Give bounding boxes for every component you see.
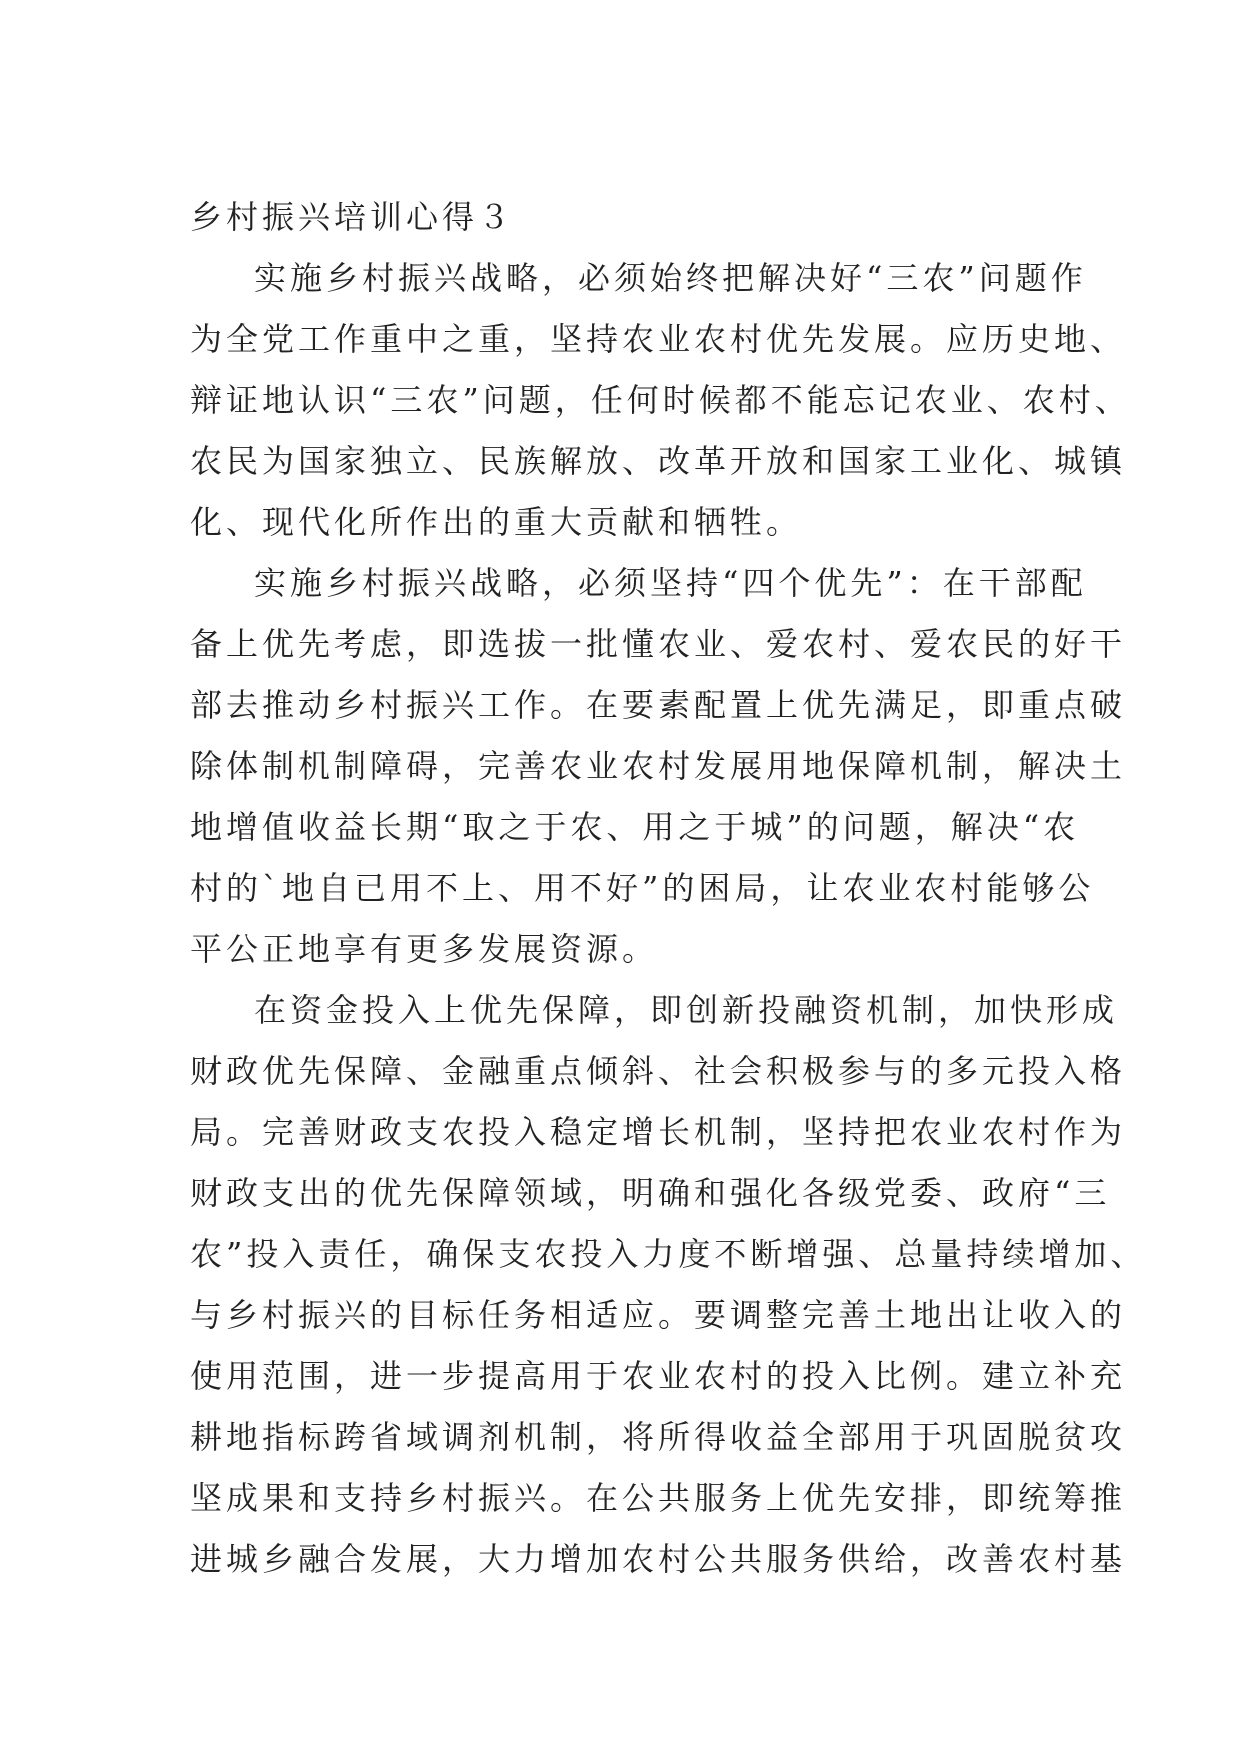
paragraph-line: 平公正地享有更多发展资源。 — [190, 930, 659, 968]
paragraph-line: 耕地指标跨省域调剂机制，将所得收益全部用于巩固脱贫攻 — [190, 1418, 1127, 1456]
paragraph-3 — [190, 980, 1147, 1590]
paragraph-line: 与乡村振兴的目标任务相适应。要调整完善土地出让收入的 — [190, 1296, 1127, 1334]
paragraph-line: 进城乡融合发展，大力增加农村公共服务供给，改善农村基 — [190, 1540, 1127, 1578]
paragraph-line: 村的`地自已用不上、用不好”的困局，让农业农村能够公 — [190, 869, 1095, 907]
paragraph-line: 农民为国家独立、民族解放、改革开放和国家工业化、城镇 — [190, 442, 1127, 480]
paragraph-line: 除体制机制障碍，完善农业农村发展用地保障机制，解决土 — [190, 747, 1127, 785]
paragraph-line: 实施乡村振兴战略，必须坚持“四个优先”：在干部配 — [254, 564, 1087, 602]
paragraph-line: 为全党工作重中之重，坚持农业农村优先发展。应历史地、 — [190, 320, 1127, 358]
paragraph-line: 财政支出的优先保障领域，明确和强化各级党委、政府“三 — [190, 1174, 1111, 1212]
paragraph-line: 财政优先保障、金融重点倾斜、社会积极参与的多元投入格 — [190, 1052, 1127, 1090]
paragraph-line: 使用范围，进一步提高用于农业农村的投入比例。建立补充 — [190, 1357, 1127, 1395]
document-title: 乡村振兴培训心得３ — [190, 198, 515, 236]
paragraph-line: 农”投入责任，确保支农投入力度不断增强、总量持续增加、 — [190, 1235, 1147, 1273]
paragraph-line: 坚成果和支持乡村振兴。在公共服务上优先安排，即统筹推 — [190, 1479, 1127, 1517]
paragraph-line: 局。完善财政支农投入稳定增长机制，坚持把农业农村作为 — [190, 1113, 1127, 1151]
paragraph-1 — [190, 248, 1131, 553]
paragraph-line: 备上优先考虑，即选拔一批懂农业、爱农村、爱农民的好干 — [190, 625, 1127, 663]
paragraph-2 — [190, 553, 1127, 980]
paragraph-line: 地增值收益长期“取之于农、用之于城”的问题，解决“农 — [190, 808, 1080, 846]
paragraph-line: 辩证地认识“三农”问题，任何时候都不能忘记农业、农村、 — [190, 381, 1131, 419]
paragraph-line: 化、现代化所作出的重大贡献和牺牲。 — [190, 503, 803, 541]
paragraph-line: 在资金投入上优先保障，即创新投融资机制，加快形成 — [254, 991, 1119, 1029]
paragraph-line: 部去推动乡村振兴工作。在要素配置上优先满足，即重点破 — [190, 686, 1127, 724]
document-body — [190, 187, 1147, 1590]
paragraph-line: 实施乡村振兴战略，必须始终把解决好“三农”问题作 — [254, 259, 1087, 297]
